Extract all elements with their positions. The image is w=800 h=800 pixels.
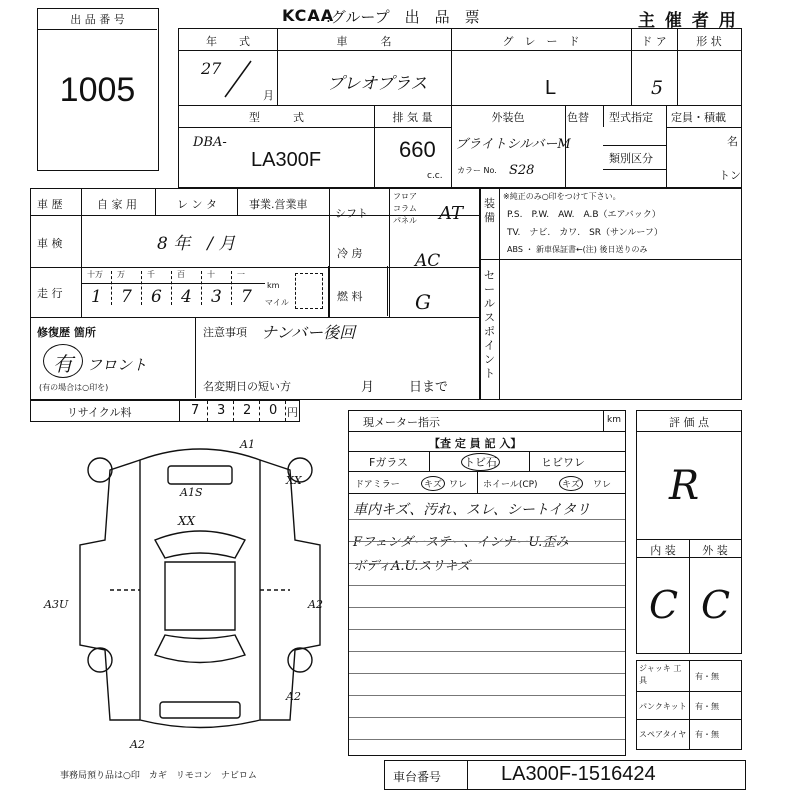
year-value: 27 [201, 59, 222, 78]
wheel-rear-left [88, 648, 112, 672]
wheel-ware[interactable]: ワレ [593, 480, 612, 490]
inspection-value: 8 年 / 月 [157, 234, 236, 254]
mileage-digit: 3 [211, 287, 222, 307]
mileage-divider [171, 271, 172, 305]
sales-point-label: セールスポイント [484, 269, 495, 380]
organizer-label: 主 催 者 用 [638, 11, 738, 31]
note-rule-line [349, 695, 625, 696]
fuel-box [328, 266, 480, 318]
grade-value: L [545, 77, 557, 99]
exterior-value: C [701, 583, 731, 627]
fuel-value: G [415, 290, 431, 314]
mark-a2-lower: A2 [286, 690, 301, 703]
repair-answer: 有 [53, 352, 73, 376]
equipment-line-2[interactable]: TV. ナビ. カワ. SR（サンルーフ） [507, 228, 663, 238]
note-line-3: ボディA.U.スリキズ [353, 559, 471, 574]
interior-value: C [649, 583, 679, 627]
repair-note: (有の場合は○印を) [39, 383, 109, 392]
mileage-unit-label: 一 [237, 270, 245, 279]
recycle-divider [233, 401, 234, 421]
spare-label: スペアタイヤ [639, 730, 687, 739]
transmission-column[interactable]: コラム [393, 204, 417, 213]
deadline-label: 名変期日の短い方 [203, 380, 291, 393]
recycle-digit: 0 [269, 403, 278, 418]
mileage-check-box [295, 273, 323, 309]
displacement-label: 排 気 量 [392, 111, 433, 124]
recycle-digit: 3 [217, 403, 226, 418]
year-label: 年 式 [206, 35, 250, 48]
mileage-digit: 6 [151, 287, 162, 307]
persons-unit: 名 [727, 135, 738, 148]
jack-yes-no[interactable]: 有・無 [695, 672, 719, 681]
wheel-label: ホイール(CP) [483, 480, 538, 490]
front-grille [168, 466, 232, 484]
note-rule-line [349, 673, 625, 674]
mileage-divider [231, 271, 232, 305]
windshield [155, 531, 245, 558]
rating-value: R [669, 463, 700, 509]
mark-a2-right: A2 [308, 598, 323, 611]
caution-label: 注意事項 [203, 326, 247, 339]
mark-a1-top: A1 [240, 438, 255, 451]
deadline-month: 月 [361, 380, 375, 395]
car-name-label: 車 名 [336, 35, 392, 48]
lot-number-box [37, 8, 159, 171]
puncture-label: パンクキット [639, 702, 687, 711]
puncture-yes-no[interactable]: 有・無 [695, 702, 719, 711]
lot-number-label: 出 品 番 号 [70, 13, 125, 26]
equipment-line-3[interactable]: ABS ・ 新車保証書←(注) 後日送りのみ [507, 245, 648, 254]
mileage-unit-label: 千 [147, 270, 155, 279]
model-prefix: DBA- [193, 135, 227, 150]
tools-block [636, 660, 742, 750]
wheel-rear-right [288, 648, 312, 672]
brand-logo: KCAA [282, 6, 335, 25]
recycle-box [30, 400, 300, 422]
color-number-value: S28 [509, 163, 535, 178]
meter-inspector-block [348, 410, 626, 756]
chassis-value: LA300F-1516424 [501, 763, 656, 785]
car-name-value: プレオプラス [327, 74, 428, 94]
fuel-label: 燃 料 [337, 290, 363, 303]
doors-label: ド ア [641, 35, 667, 48]
repair-label: 修復歴 箇所 [37, 326, 96, 339]
doors-value: 5 [651, 77, 664, 99]
mileage-digit: 7 [121, 287, 132, 307]
equipment-note: ※純正のみ○印をつけて下さい。 [503, 192, 621, 201]
rating-block [636, 410, 742, 654]
inspection-label: 車 検 [37, 237, 63, 250]
note-rule-line [349, 519, 625, 520]
recycle-divider [259, 401, 260, 421]
recycle-unit: 円 [287, 406, 298, 419]
month-suffix: 月 [263, 89, 274, 102]
category-label: 類別区分 [609, 152, 653, 165]
mileage-unit-label: 十万 [87, 270, 103, 279]
displacement-value: 660 [399, 137, 436, 162]
ac-value: AC [415, 251, 441, 271]
model-label: 型 式 [249, 111, 304, 124]
exterior-label: 外 装 [702, 544, 728, 557]
cc-unit: c.c. [427, 171, 443, 181]
deadline-day: 日まで [409, 380, 449, 395]
recycle-label: リサイクル料 [67, 406, 132, 419]
mark-a3u: A3U [44, 598, 69, 611]
mileage-unit-label: 百 [177, 270, 185, 279]
interior-label: 内 装 [650, 544, 676, 557]
mileage-digit: 7 [241, 287, 252, 307]
note-line-1: 車内キズ、汚れ、スレ、シートイタリ [353, 502, 591, 518]
note-rule-line [349, 629, 625, 630]
recycle-digit: 7 [191, 403, 200, 418]
capacity-label: 定員・積載 [671, 111, 726, 124]
recycle-divider [285, 401, 286, 421]
meter-unit: km [607, 415, 621, 425]
history-private[interactable]: 自 家 用 [97, 198, 137, 211]
ac-label: 冷 房 [337, 247, 363, 260]
spare-yes-no[interactable]: 有・無 [695, 730, 719, 739]
chassis-box [384, 760, 746, 790]
repair-detail: フロント [87, 356, 148, 374]
grade-label: グ レ ー ド [502, 35, 580, 48]
equipment-line-1[interactable]: P.S. P.W. AW. A.B（エアバック） [507, 210, 661, 220]
rear-window [155, 635, 245, 663]
note-rule-line [349, 563, 625, 564]
tobi-ishi-option[interactable]: トビ石 [461, 453, 500, 471]
transmission-value: AT [439, 203, 464, 224]
type-designation-label: 型式指定 [609, 111, 653, 124]
shape-label: 形 状 [696, 35, 722, 48]
transmission-panel[interactable]: パネル [393, 216, 417, 225]
mileage-divider [201, 271, 202, 305]
wheel-kizu[interactable]: キズ [559, 476, 583, 491]
door-mirror-kizu[interactable]: キズ [421, 476, 445, 491]
exterior-color-label: 外装色 [491, 111, 525, 124]
wheel-front-left [88, 458, 112, 482]
jack-label: ジャッキ 工 具 [639, 664, 690, 685]
chassis-label: 車台番号 [393, 770, 442, 784]
note-rule-line [349, 739, 625, 740]
note-line-2: Fフェンダーステー、インナーU.歪み [353, 535, 569, 550]
mileage-digit: 4 [181, 287, 192, 307]
mark-a1s: A1S [180, 486, 203, 499]
rating-label: 評 価 点 [669, 416, 709, 429]
note-rule-line [349, 585, 625, 586]
history-business[interactable]: 事業.営業車 [249, 198, 308, 211]
color-number-label: カラー No. [457, 166, 497, 175]
transmission-floor[interactable]: フロア [393, 192, 417, 201]
meter-label: 現メーター指示 [363, 416, 440, 429]
mileage-unit-label: 十 [207, 270, 215, 279]
mileage-digit: 1 [91, 287, 102, 307]
transmission-label: シフト [335, 207, 368, 220]
recycle-divider [207, 401, 208, 421]
recycle-digit: 2 [243, 403, 252, 418]
mark-a2-bottom: A2 [130, 738, 145, 751]
note-rule-line [349, 651, 625, 652]
vehicle-info-table [178, 28, 742, 188]
color-change-label: 色替 [567, 111, 589, 124]
office-note: 事務局預り品は○印 カギ リモコン ナビロム [60, 771, 257, 781]
mileage-label: 走 行 [37, 287, 63, 300]
note-rule-line [349, 607, 625, 608]
repair-caution-block [30, 318, 480, 400]
caution-value: ナンバー後回 [261, 323, 356, 342]
note-rule-line [349, 717, 625, 718]
mark-xx-right: XX [286, 474, 302, 487]
f-glass-label: Fガラス [369, 456, 408, 469]
roof [165, 562, 235, 630]
inspector-label: 【査 定 員 記 入】 [429, 437, 522, 450]
mileage-km-label[interactable]: km [267, 281, 280, 290]
mileage-mile-label[interactable]: マイル [265, 298, 289, 307]
form-title: .グループ 出 品 票 [326, 8, 480, 26]
exterior-color-value: ブライトシルバーM [455, 137, 571, 152]
mileage-unit-label: 万 [117, 270, 125, 279]
door-mirror-label: ドアミラー [355, 480, 400, 490]
rear-bumper [160, 702, 240, 718]
hibi-ware-option[interactable]: ヒビワレ [541, 456, 585, 469]
equipment-block [480, 188, 742, 400]
lot-number-value: 1005 [59, 71, 136, 109]
history-rental[interactable]: レ ン タ [177, 198, 217, 211]
mileage-divider [141, 271, 142, 305]
history-label: 車 歴 [37, 198, 63, 211]
year-slash-mark [219, 57, 259, 101]
equipment-label: 装 備 [484, 197, 495, 224]
tons-unit: トン [719, 169, 741, 182]
door-mirror-ware[interactable]: ワレ [449, 480, 468, 490]
note-rule-line [349, 541, 625, 542]
mark-xx-inner: XX [178, 514, 196, 528]
model-value: LA300F [251, 149, 322, 171]
mileage-divider [111, 271, 112, 305]
